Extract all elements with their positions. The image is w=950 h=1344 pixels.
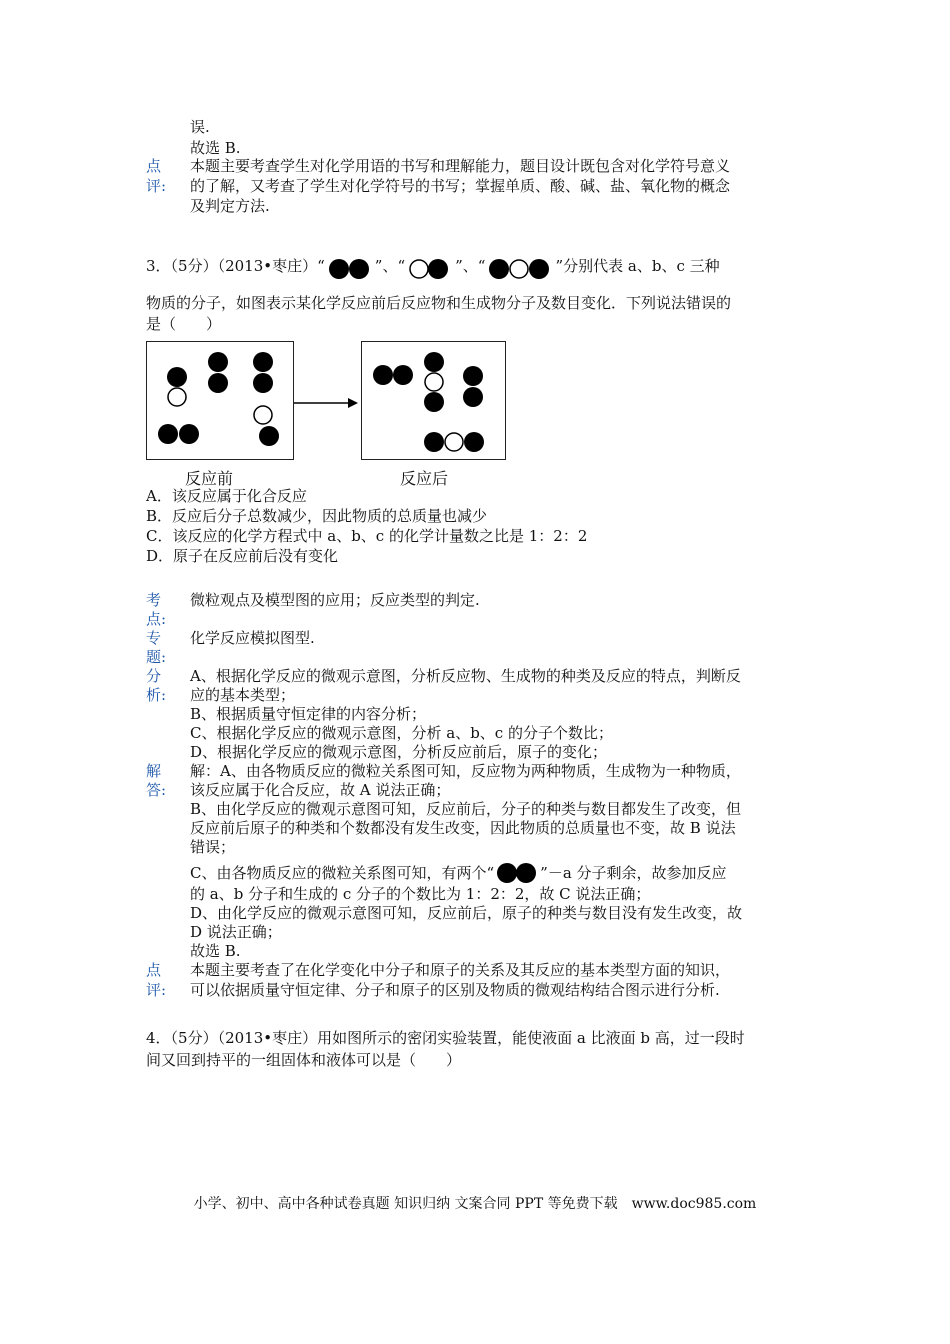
prev-line-2: 故选 B.: [190, 139, 241, 157]
jieda-line: 的 a、b 分子和生成的 c 分子的个数比为 1：2：2，故 C 说法正确；: [190, 885, 651, 903]
fenxi-line: C、根据化学反应的微观示意图，分析 a、b、c 的分子个数比；: [190, 724, 613, 742]
jieda-line: 解：A、由各物质反应的微粒关系图可知，反应物为两种物质，生成物为一种物质，: [190, 762, 741, 780]
q3-head-b: ”分别代表 a、b、c 三种: [555, 257, 720, 275]
q3-sep-2: ”、“: [455, 257, 486, 275]
kaodian-label-1: 考: [146, 591, 162, 609]
jieda-line: B、由化学反应的微观示意图可知，反应前后，分子的种类与数目都发生了改变，但: [190, 800, 742, 818]
caption-before: 反应前: [185, 469, 234, 488]
jieda-label-1: 解: [146, 762, 162, 780]
q4-line-1: 4．（5分）（2013•枣庄）用如图所示的密闭实验装置，能使液面 a 比液面 b 高，过一段时: [146, 1029, 745, 1047]
option-d: D．原子在反应前后没有变化: [146, 547, 339, 565]
q3-line-2: 物质的分子，如图表示某化学反应前后反应物和生成物分子及数目变化．下列说法错误的: [146, 294, 732, 312]
reaction-before-molecules: [147, 342, 293, 459]
prev-comment-label-2: 评:: [146, 177, 167, 195]
option-a: A．该反应属于化合反应: [146, 487, 307, 505]
molecule-a-icon: [325, 245, 375, 289]
dianping-label-2: 评:: [146, 981, 167, 999]
jieda-line: D 说法正确；: [190, 923, 282, 941]
jieda-line: 错误；: [190, 838, 236, 856]
q3-sep-1: ”、“: [374, 257, 406, 275]
fenxi-label-2: 析:: [146, 686, 167, 704]
reaction-after-box: [361, 341, 506, 460]
page-footer: 小学、初中、高中各种试卷真题 知识归纳 文案合同 PPT 等免费下载 www.doc985.com: [193, 1196, 757, 1212]
jieda-c-b: ”－a 分子剩余，故参加反应: [540, 864, 727, 882]
jieda-line: 该反应属于化合反应，故 A 说法正确；: [190, 781, 451, 799]
q3-header: [146, 244, 720, 289]
zhuanti-label-1: 专: [146, 629, 162, 647]
jieda-label-2: 答:: [146, 781, 167, 799]
kaodian-text: 微粒观点及模型图的应用；反应类型的判定.: [190, 591, 480, 609]
q4-line-2: 间又回到持平的一组固体和液体可以是（ ）: [146, 1051, 462, 1069]
fenxi-line: A、根据化学反应的微观示意图，分析反应物、生成物的种类及反应的特点，判断反: [190, 667, 741, 685]
kaodian-label-2: 点:: [146, 610, 167, 628]
zhuanti-text: 化学反应模拟图型.: [190, 629, 315, 647]
fenxi-line: D、根据化学反应的微观示意图，分析反应前后，原子的变化；: [190, 743, 608, 761]
reaction-after-molecules: [362, 342, 505, 459]
prev-comment-line-2: 的了解，又考查了学生对化学符号的书写；掌握单质、酸、碱、盐、氧化物的概念: [190, 177, 731, 195]
fenxi-line: 应的基本类型；: [190, 686, 296, 704]
prev-comment-line-3: 及判定方法.: [190, 197, 270, 215]
jieda-c-a: C、由各物质反应的微粒关系图可知，有两个“: [190, 864, 495, 882]
fenxi-line: B、根据质量守恒定律的内容分析；: [190, 705, 427, 723]
zhuanti-label-2: 题:: [146, 648, 167, 666]
fenxi-label-1: 分: [146, 667, 162, 685]
reaction-arrow-icon: [292, 395, 360, 411]
jieda-line: D、由化学反应的微观示意图可知，反应前后，原子的种类与数目没有发生改变，故: [190, 904, 743, 922]
molecule-c-icon: [485, 245, 555, 289]
caption-after: 反应后: [400, 469, 449, 488]
q3-line-3: 是（ ）: [146, 315, 222, 333]
q3-head-a: 3．（5分）（2013•枣庄）“: [146, 257, 325, 275]
dianping-line: 可以依据质量守恒定律、分子和原子的区别及物质的微观结构结合图示进行分析.: [190, 981, 720, 999]
prev-comment-line-1: 本题主要考查学生对化学用语的书写和理解能力，题目设计既包含对化学符号意义: [190, 157, 731, 175]
molecule-b-icon: [405, 245, 455, 289]
dianping-line: 本题主要考查了在化学变化中分子和原子的关系及其反应的基本类型方面的知识，: [190, 961, 731, 979]
jieda-line: 故选 B.: [190, 942, 241, 960]
prev-line-1: 误.: [190, 118, 210, 136]
dianping-label-1: 点: [146, 961, 162, 979]
option-b: B．反应后分子总数减少，因此物质的总质量也减少: [146, 507, 488, 525]
jieda-line: 反应前后原子的种类和个数都没有发生改变，因此物质的总质量也不变，故 B 说法: [190, 819, 736, 837]
prev-comment-label-1: 点: [146, 157, 162, 175]
reaction-before-box: [146, 341, 294, 460]
option-c: C．该反应的化学方程式中 a、b、c 的化学计量数之比是 1：2：2: [146, 527, 588, 545]
